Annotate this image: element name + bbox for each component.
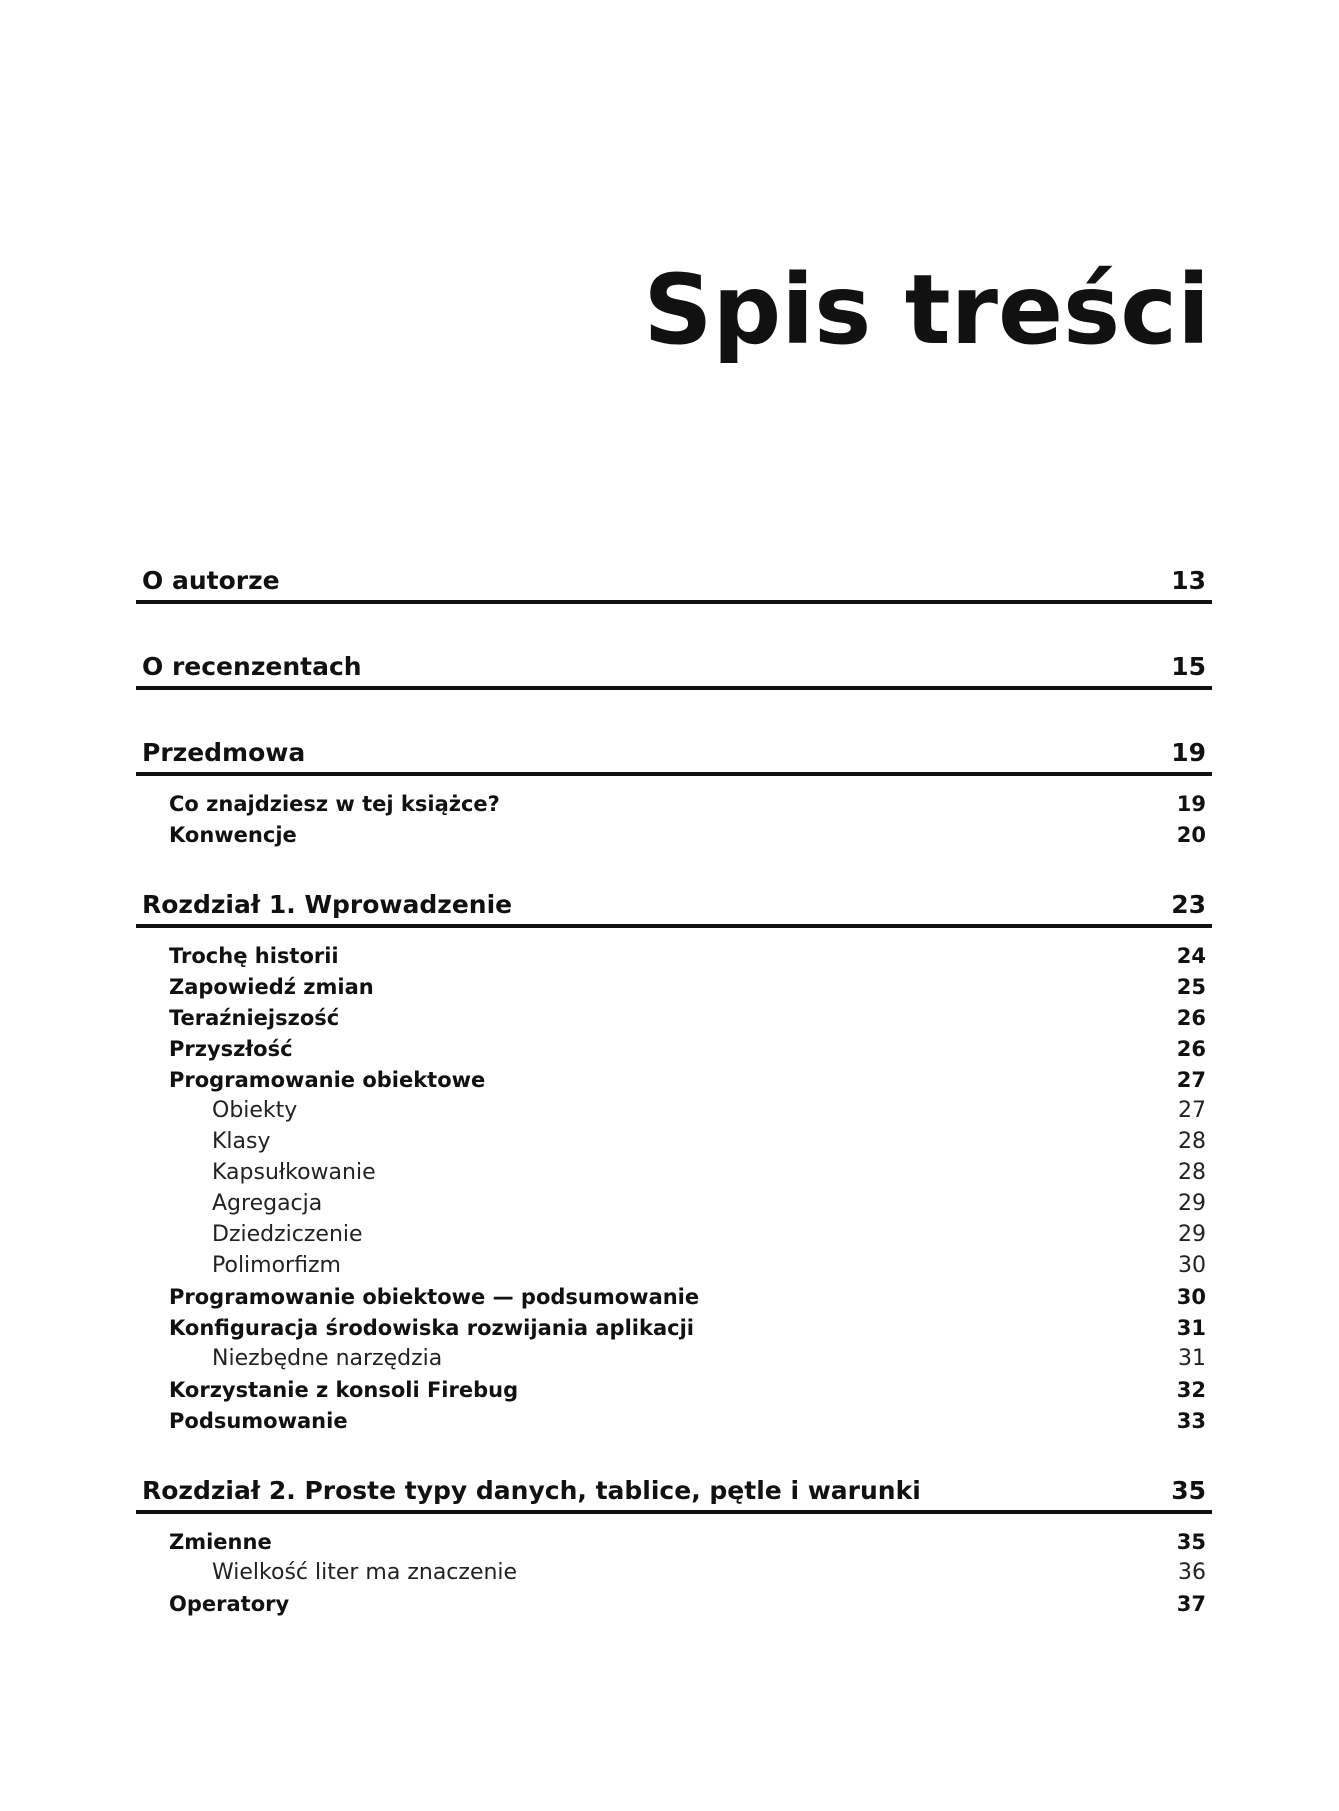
table-of-contents [136,560,1212,1653]
chapter-page-number: 19 [1171,738,1206,767]
entry-page-number: 26 [1176,1036,1206,1061]
entry-page-number: 28 [1178,1160,1206,1185]
entry-page-number: 26 [1176,1005,1206,1030]
toc-subsubsection-entry[interactable] [136,1343,1212,1374]
chapter-title: O recenzentach [142,652,362,681]
toc-entry-list [136,1514,1212,1619]
toc-chapter-entry[interactable] [136,560,1212,604]
toc-chapter-entry[interactable] [136,732,1212,776]
toc-subsection-entry[interactable] [136,819,1212,850]
chapter-page-number: 13 [1171,566,1206,595]
entry-title: Niezbędne narzędzia [212,1346,443,1371]
chapter-page-number: 35 [1171,1476,1206,1505]
entry-page-number: 24 [1176,943,1206,968]
toc-subsection-entry[interactable] [136,1312,1212,1343]
toc-section [136,560,1212,604]
entry-title: Klasy [212,1129,271,1154]
entry-page-number: 30 [1176,1284,1206,1309]
toc-subsubsection-entry[interactable] [136,1557,1212,1588]
chapter-page-number: 23 [1171,890,1206,919]
entry-page-number: 27 [1178,1098,1206,1123]
entry-page-number: 31 [1178,1346,1206,1371]
toc-subsubsection-entry[interactable] [136,1219,1212,1250]
entry-page-number: 29 [1178,1191,1206,1216]
entry-title: Zapowiedź zmian [169,974,374,999]
toc-subsubsection-entry[interactable] [136,1126,1212,1157]
toc-subsection-entry[interactable] [136,1526,1212,1557]
entry-title: Konfiguracja środowiska rozwijania aplikacji [169,1315,694,1340]
toc-subsubsection-entry[interactable] [136,1095,1212,1126]
entry-page-number: 37 [1176,1591,1206,1616]
entry-page-number: 35 [1176,1529,1206,1554]
entry-title: Korzystanie z konsoli Firebug [169,1377,519,1402]
toc-subsubsection-entry[interactable] [136,1157,1212,1188]
toc-entry-list [136,776,1212,850]
entry-title: Dziedziczenie [212,1222,363,1247]
entry-page-number: 32 [1176,1377,1206,1402]
entry-title: Polimorfizm [212,1253,341,1278]
chapter-title: Rozdział 1. Wprowadzenie [142,890,513,919]
entry-page-number: 33 [1176,1408,1206,1433]
entry-title: Podsumowanie [169,1408,348,1433]
entry-title: Operatory [169,1591,290,1616]
entry-title: Programowanie obiektowe [169,1067,486,1092]
toc-subsubsection-entry[interactable] [136,1250,1212,1281]
toc-subsection-entry[interactable] [136,1281,1212,1312]
toc-section [136,732,1212,850]
chapter-title: Przedmowa [142,738,306,767]
toc-section [136,646,1212,690]
toc-section [136,1470,1212,1619]
toc-subsection-entry[interactable] [136,971,1212,1002]
entry-page-number: 36 [1178,1560,1206,1585]
toc-chapter-entry[interactable] [136,646,1212,690]
entry-title: Trochę historii [169,943,339,968]
toc-subsubsection-entry[interactable] [136,1188,1212,1219]
entry-page-number: 29 [1178,1222,1206,1247]
toc-section [136,884,1212,1436]
entry-title: Przyszłość [169,1036,293,1061]
entry-title: Obiekty [212,1098,298,1123]
page-title: Spis treści [643,254,1210,366]
toc-subsection-entry[interactable] [136,1064,1212,1095]
entry-title: Kapsułkowanie [212,1160,376,1185]
toc-subsection-entry[interactable] [136,788,1212,819]
entry-page-number: 28 [1178,1129,1206,1154]
entry-page-number: 27 [1176,1067,1206,1092]
chapter-title: O autorze [142,566,280,595]
entry-title: Agregacja [212,1191,323,1216]
entry-page-number: 19 [1176,791,1206,816]
entry-title: Konwencje [169,822,297,847]
entry-title: Teraźniejszość [169,1005,340,1030]
toc-subsection-entry[interactable] [136,1588,1212,1619]
entry-page-number: 31 [1176,1315,1206,1340]
toc-entry-list [136,928,1212,1436]
chapter-title: Rozdział 2. Proste typy danych, tablice, pętle i warunki [142,1476,921,1505]
entry-page-number: 25 [1176,974,1206,999]
chapter-page-number: 15 [1171,652,1206,681]
toc-subsection-entry[interactable] [136,1002,1212,1033]
entry-page-number: 20 [1176,822,1206,847]
entry-title: Wielkość liter ma znaczenie [212,1560,518,1585]
toc-subsection-entry[interactable] [136,1033,1212,1064]
toc-subsection-entry[interactable] [136,940,1212,971]
entry-page-number: 30 [1178,1253,1206,1278]
toc-subsection-entry[interactable] [136,1374,1212,1405]
entry-title: Programowanie obiektowe — podsumowanie [169,1284,700,1309]
entry-title: Co znajdziesz w tej książce? [169,791,500,816]
toc-chapter-entry[interactable] [136,1470,1212,1514]
toc-subsection-entry[interactable] [136,1405,1212,1436]
entry-title: Zmienne [169,1529,272,1554]
toc-chapter-entry[interactable] [136,884,1212,928]
